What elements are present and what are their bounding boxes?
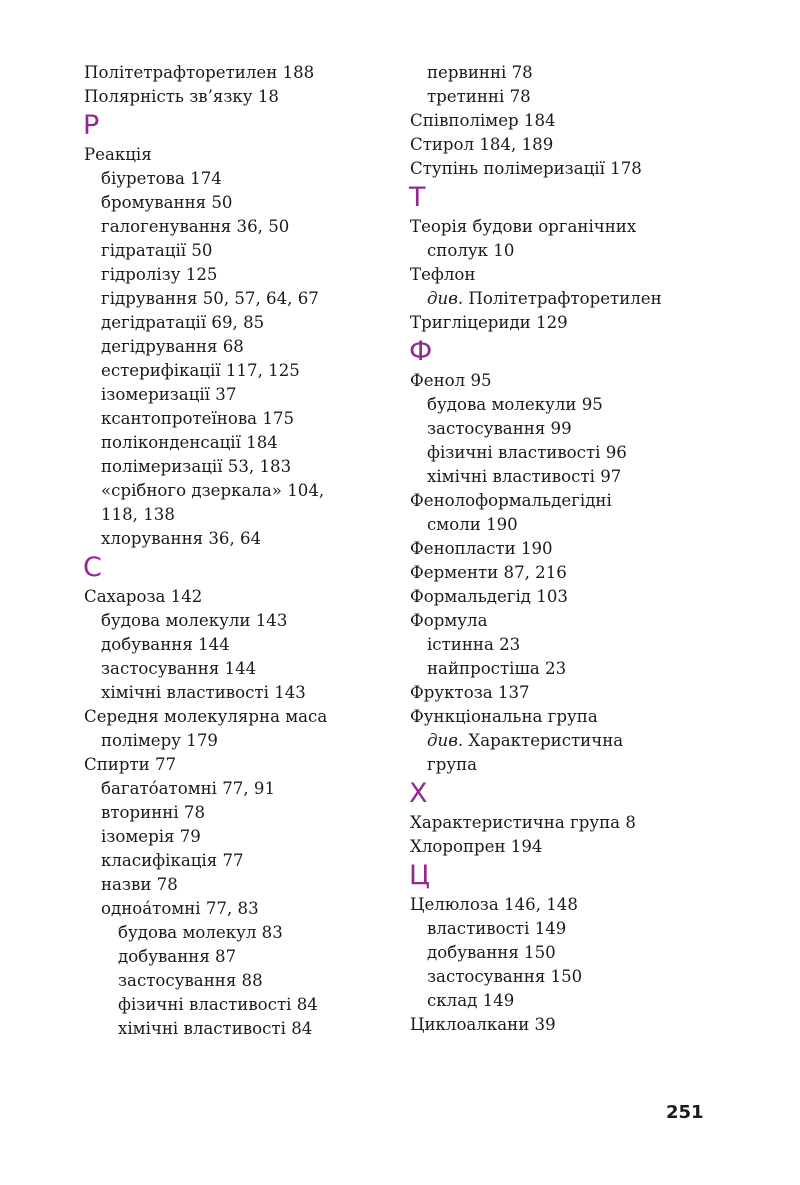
index-entry: Фруктоза 137 <box>410 683 530 702</box>
index-subentry: первинні 78 <box>427 63 533 82</box>
index-entry: Ступінь полімеризації 178 <box>410 159 642 178</box>
index-entry: Фенол 95 <box>410 371 492 390</box>
index-entry: Теорія будови органічних <box>410 217 637 236</box>
index-subentry: хлорування 36, 64 <box>101 529 262 548</box>
index-entry: Політетрафторетилен 188 <box>84 63 315 82</box>
index-subentry: склад 149 <box>427 991 515 1010</box>
index-subentry: будова молекули 143 <box>101 611 288 630</box>
cross-reference-target: Характеристична <box>463 731 624 750</box>
index-subentry: будова молекули 95 <box>427 395 603 414</box>
index-subentry: гідрування 50, 57, 64, 67 <box>101 289 319 308</box>
index-entry: Сахароза 142 <box>84 587 203 606</box>
page-number: 251 <box>666 1102 704 1123</box>
index-subentry: добування 87 <box>118 947 237 966</box>
index-entry: Полярність зв’язку 18 <box>84 87 279 106</box>
index-entry: Ферменти 87, 216 <box>410 563 567 582</box>
index-subentry: хімічні властивості 97 <box>427 467 622 486</box>
index-entry: Тефлон <box>410 265 476 284</box>
index-entry: Хлоропрен 194 <box>410 837 543 856</box>
cross-reference-target: Політетрафторетилен <box>463 289 662 308</box>
index-subentry: ксантопротеїнова 175 <box>101 409 294 428</box>
index-subentry: гідролізу 125 <box>101 265 218 284</box>
index-subentry: застосування 144 <box>101 659 257 678</box>
section-letter: Ф <box>409 336 433 367</box>
index-subentry: багато́атомні 77, 91 <box>101 779 276 798</box>
index-subentry: найпростіша 23 <box>427 659 567 678</box>
index-subentry: одноа́томні 77, 83 <box>101 899 259 918</box>
index-subentry: галогенування 36, 50 <box>101 217 290 236</box>
index-subentry: фізичні властивості 96 <box>427 443 627 462</box>
index-entry: Спирти 77 <box>84 755 177 774</box>
index-subentry: третинні 78 <box>427 87 531 106</box>
index-subentry: дегідрування 68 <box>101 337 244 356</box>
index-subentry: істинна 23 <box>427 635 521 654</box>
index-subentry: дегідратації 69, 85 <box>101 313 265 332</box>
index-subentry: застосування 99 <box>427 419 572 438</box>
index-subentry: полімеру 179 <box>101 731 218 750</box>
index-subentry: естерифікації 117, 125 <box>101 361 300 380</box>
index-column-right <box>410 61 730 1037</box>
index-subentry: сполук 10 <box>427 241 515 260</box>
index-entry: Характеристична група 8 <box>410 813 636 832</box>
index-subentry: застосування 150 <box>427 967 583 986</box>
index-subentry: 118, 138 <box>101 505 175 524</box>
index-subentry: поліконденсації 184 <box>101 433 278 452</box>
index-entry: Стирол 184, 189 <box>410 135 554 154</box>
index-subentry: будова молекул 83 <box>118 923 283 942</box>
index-entry: Формальдегід 103 <box>410 587 568 606</box>
index-entry: Тригліцериди 129 <box>410 313 568 332</box>
index-subentry: смоли 190 <box>427 515 518 534</box>
index-subentry: ізомерія 79 <box>101 827 201 846</box>
index-entry: Циклоалкани 39 <box>410 1015 556 1034</box>
index-subentry: фізичні властивості 84 <box>118 995 318 1014</box>
section-letter: Т <box>409 182 426 213</box>
index-subentry: застосування 88 <box>118 971 263 990</box>
section-letter: Р <box>83 110 100 141</box>
cross-reference-marker: див. <box>427 731 464 750</box>
index-subentry: ізомеризації 37 <box>101 385 237 404</box>
index-subentry: вторинні 78 <box>101 803 206 822</box>
index-entry: Формула <box>410 611 488 630</box>
index-subentry: гідратації 50 <box>101 241 213 260</box>
index-subentry: біуретова 174 <box>101 169 222 188</box>
index-entry: Реакція <box>84 145 152 164</box>
index-subentry: бромування 50 <box>101 193 233 212</box>
index-subentry: група <box>427 755 478 774</box>
index-subentry: добування 150 <box>427 943 556 962</box>
index-subentry: добування 144 <box>101 635 230 654</box>
section-letter: Х <box>409 778 428 809</box>
index-subentry: класифікація 77 <box>101 851 244 870</box>
index-subentry <box>410 729 730 753</box>
index-column-left <box>84 61 384 1041</box>
cross-reference-marker: див. <box>427 289 464 308</box>
index-subentry: хімічні властивості 143 <box>101 683 306 702</box>
index-subentry: властивості 149 <box>427 919 567 938</box>
index-entry: Целюлоза 146, 148 <box>410 895 578 914</box>
index-entry: Функціональна група <box>410 707 598 726</box>
section-letter: С <box>83 552 102 583</box>
index-entry: Співполімер 184 <box>410 111 556 130</box>
index-entry: Фенолоформальдегідні <box>410 491 612 510</box>
index-entry: Фенопласти 190 <box>410 539 553 558</box>
index-subentry: хімічні властивості 84 <box>118 1019 313 1038</box>
index-subentry: «срібного дзеркала» 104, <box>101 481 325 500</box>
index-subentry <box>410 287 730 311</box>
index-entry: Середня молекулярна маса <box>84 707 328 726</box>
index-subentry: полімеризації 53, 183 <box>101 457 292 476</box>
index-subentry: назви 78 <box>101 875 178 894</box>
section-letter: Ц <box>409 860 430 891</box>
